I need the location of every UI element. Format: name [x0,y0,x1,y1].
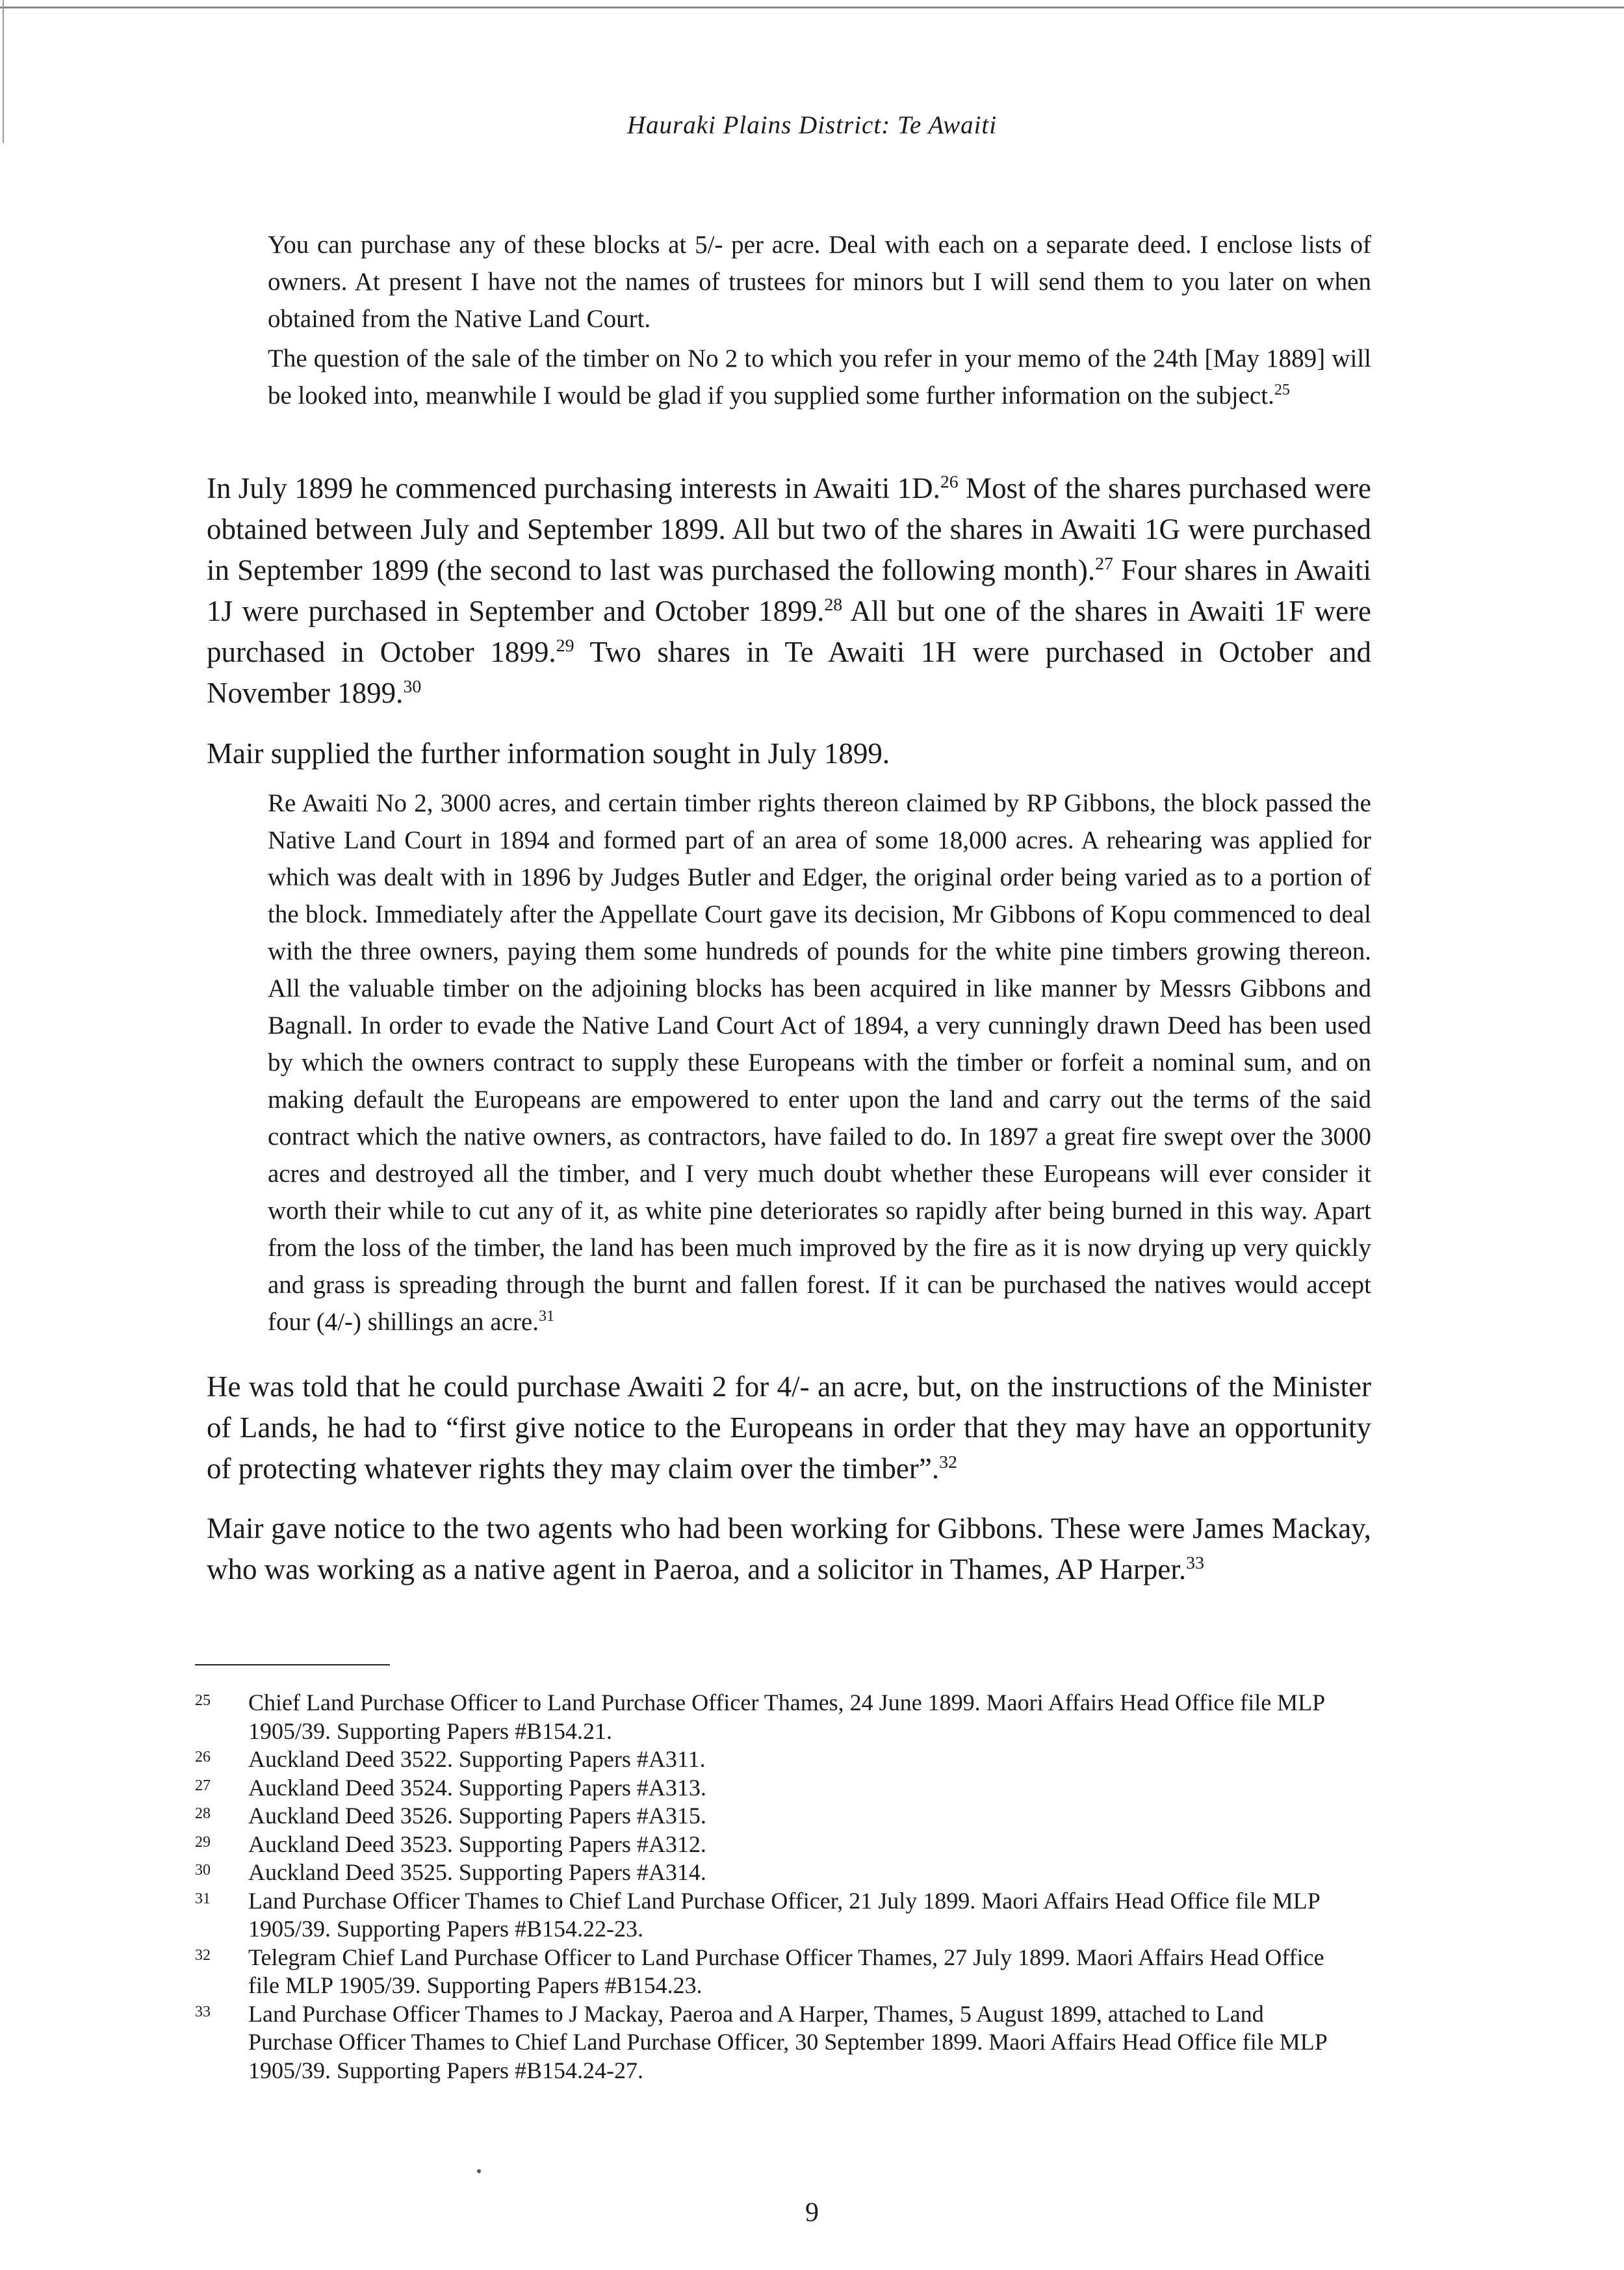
footnote-text: Land Purchase Officer Thames to J Mackay, Paeroa and A Harper, Thames, 5 August 1899, attached to Land Purchase Officer Thames to Chief Land Purchase Officer, 30 September 1899. Maori Affairs Head Office file MLP 1905/39. Supporting Papers #B154.24-27. [248,2000,1327,2083]
body-paragraph-3 [207,1366,1371,1489]
footnote [195,2000,1342,2085]
footnotes [195,1689,1342,2085]
page-number: 9 [805,2198,819,2228]
footnote-separator [195,1664,390,1665]
body-paragraph-1 [207,468,1371,714]
footnote-number: 28 [195,1805,211,1822]
sentence: All but one of the shares in Awaiti 1F were purchased in October 1899. [207,595,1372,668]
footnote-number: 32 [195,1946,211,1964]
paragraph-4-text: Mair gave notice to the two agents who had been working for Gibbons. These were James Mackay, who was working as a native agent in Paeroa, and a solicitor in Thames, AP Harper. [207,1512,1371,1585]
quote-1-paragraph-2-text: The question of the sale of the timber on No 2 to which you refer in your memo of the 24th [May 1889] will be looked into, meanwhile I would be glad if you supplied some further information on the subject. [268,345,1371,410]
footnote-number: 31 [195,1890,211,1907]
quote-2 [268,785,1371,1340]
sentence: In July 1899 he commenced purchasing interests in Awaiti 1D. [207,472,940,504]
footnote-number: 30 [195,1862,211,1879]
quote-1-paragraph-1: You can purchase any of these blocks at 5/- per acre. Deal with each on a separate deed. I enclose lists of owners. At present I have not the names of trustees for minors but I will send them to you later on when obtained from the Native Land Court. [268,231,1371,333]
footnote-text: Auckland Deed 3524. Supporting Papers #A313. [248,1774,706,1801]
stray-mark [477,2169,481,2173]
footnote-number: 27 [195,1777,211,1794]
quote-1-paragraph-2 [268,340,1371,414]
footnote [195,1774,1342,1803]
running-header: Hauraki Plains District: Te Awaiti [626,111,998,139]
body-paragraph-2: Mair supplied the further information sought in July 1899. [207,737,890,770]
footnote [195,1689,1342,1745]
paragraph-3-text: He was told that he could purchase Awaiti 2 for 4/- an acre, but, on the instructions of the Minister of Lands, he had to “first give notice to the Europeans in order that they may have an opportunity of protecting whatever rights they may claim over the timber”. [207,1370,1371,1485]
footnote-text: Auckland Deed 3522. Supporting Papers #A311. [248,1746,706,1772]
top-rule [0,7,1624,8]
sentence: Most of the shares purchased were obtained between July and September 1899. All but two of the shares in Awaiti 1G were purchased in September 1899 (the second to last was purchased the following month). [207,472,1371,586]
quote-2-text: Re Awaiti No 2, 3000 acres, and certain timber rights thereon claimed by RP Gibbons, the block passed the Native Land Court in 1894 and formed part of an area of some 18,000 acres. A rehearing was applied for which was dealt with in 1896 by Judges Butler and Edger, the original order being varied as to a portion of the block. Immediately after the Appellate Court gave its decision, Mr Gibbons of Kopu commenced to deal with the three owners, paying them some hundreds of pounds for the white pine timbers growing thereon. All the valuable timber on the adjoining blocks has been acquired in like manner by Messrs Gibbons and Bagnall. In order to evade the Native Land Court Act of 1894, a very cunningly drawn Deed has been used by which the owners contract to supply these Europeans with the timber or forfeit a nominal sum, and on making default the Europeans are empowered to enter upon the land and carry out the terms of the said contract which the native owners, as contractors, have failed to do. In 1897 a great fire swept over the 3000 acres and destroyed all the timber, and I very much doubt whether these Europeans will ever consider it worth their while to cut any of it, as white pine deteriorates so rapidly after being burned in this way. Apart from the loss of the timber, the land has been much improved by the fire as it is now drying up very quickly and grass is spreading through the burnt and fallen forest. If it can be purchased the natives would accept four (4/-) shillings an acre. [268,789,1371,1336]
footnote-ref: 25 [1274,381,1290,398]
footnote-ref: 26 [940,472,959,492]
footnote-ref: 29 [556,636,574,656]
footnote [195,1802,1342,1831]
footnote [195,1944,1342,2000]
footnote [195,1831,1342,1859]
footnote-text: Auckland Deed 3526. Supporting Papers #A315. [248,1803,706,1829]
footnote-text: Land Purchase Officer Thames to Chief Land Purchase Officer, 21 July 1899. Maori Affairs Head Office file MLP 1905/39. Supporting Papers #B154.22-23. [248,1887,1320,1942]
footnote-ref: 32 [939,1452,957,1472]
footnote-ref: 27 [1095,554,1114,574]
footnote-text: Auckland Deed 3525. Supporting Papers #A314. [248,1859,706,1885]
footnote-number: 29 [195,1833,211,1851]
footnote-text: Telegram Chief Land Purchase Officer to Land Purchase Officer Thames, 27 July 1899. Maori Affairs Head Office file MLP 1905/39. Supporting Papers #B154.23. [248,1944,1324,1998]
footnote-number: 25 [195,1692,211,1709]
sentence: Two shares in Te Awaiti 1H were purchased in October and November 1899. [207,636,1372,709]
footnote-ref: 31 [538,1307,555,1325]
footnote-number: 26 [195,1749,211,1766]
body-paragraph-4 [207,1508,1371,1590]
footnote-text: Chief Land Purchase Officer to Land Purchase Officer Thames, 24 June 1899. Maori Affairs Head Office file MLP 1905/39. Supporting Papers #B154.21. [248,1689,1324,1744]
footnote-number: 33 [195,2003,211,2020]
footnote-ref: 28 [824,595,843,615]
footnote-ref: 30 [403,677,422,697]
footnote [195,1745,1342,1774]
footnote [195,1887,1342,1944]
footnote-ref: 33 [1186,1553,1205,1573]
footnote [195,1859,1342,1887]
footnote-text: Auckland Deed 3523. Supporting Papers #A312. [248,1831,706,1857]
sentence: Four shares in Awaiti 1J were purchased in September and October 1899. [207,554,1371,627]
